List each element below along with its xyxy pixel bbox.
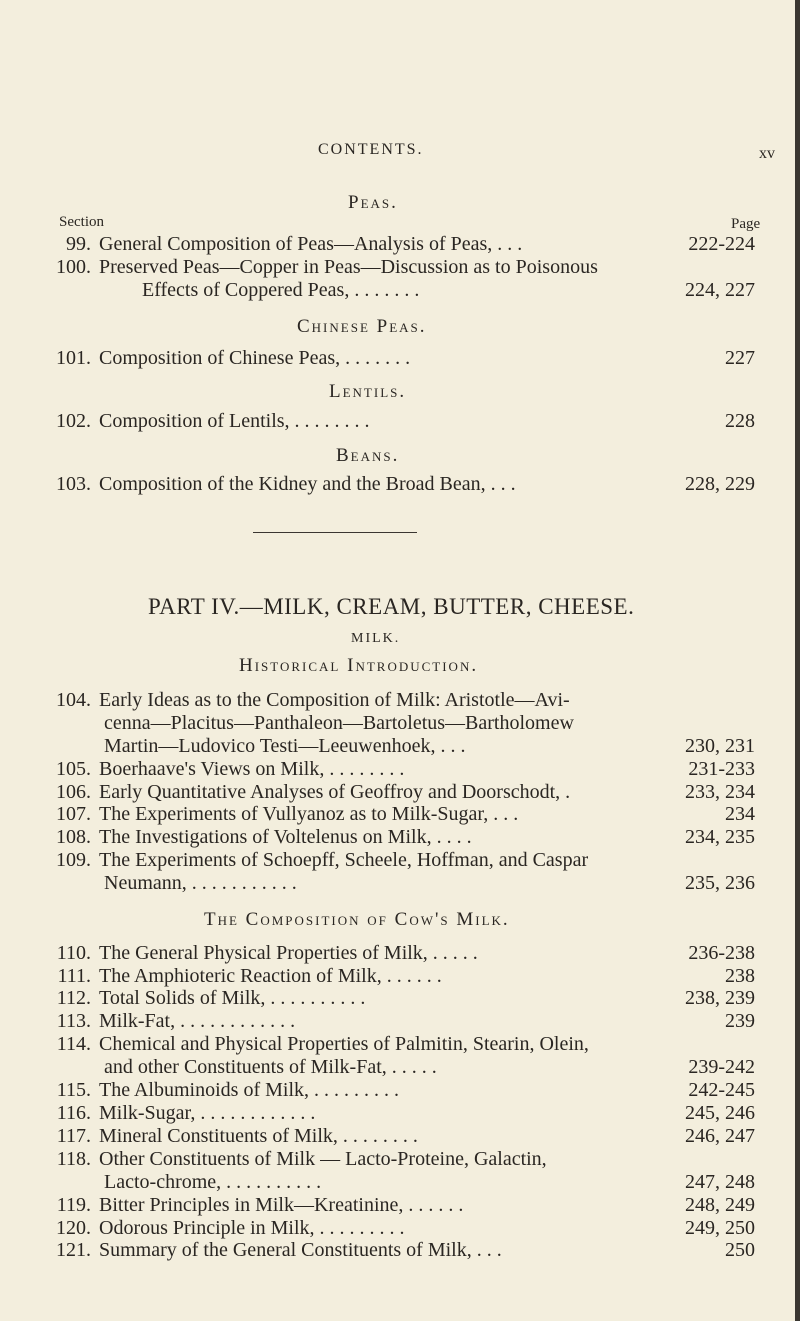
- entry-text: Odorous Principle in Milk, . . . . . . . . .: [99, 1217, 405, 1239]
- entry-pages: 249, 250: [685, 1217, 755, 1239]
- entry-text: The Investigations of Voltelenus on Milk, . . . .: [99, 826, 472, 848]
- entry-number: 109.: [56, 849, 91, 871]
- entry-text: The General Physical Properties of Milk, . . . . .: [99, 942, 478, 964]
- entry-number: 120.: [56, 1217, 91, 1239]
- entry-text: Boerhaave's Views on Milk, . . . . . . . .: [99, 758, 405, 780]
- entry-number: 103.: [56, 473, 91, 495]
- toc-entry-121[interactable]: [45, 1239, 755, 1263]
- section-heading-lentils: Lentils.: [329, 381, 407, 402]
- entry-pages: 246, 247: [685, 1125, 755, 1147]
- entry-pages: 231-233: [688, 758, 755, 780]
- section-column-label: Section: [59, 214, 104, 230]
- entry-pages: 239: [725, 1010, 755, 1032]
- entry-pages: 230, 231: [685, 735, 755, 757]
- entry-number: 116.: [56, 1102, 91, 1124]
- entry-number: 119.: [56, 1194, 91, 1216]
- entry-number: 110.: [56, 942, 91, 964]
- section-heading-peas: Peas.: [348, 192, 398, 213]
- entry-number: 105.: [56, 758, 91, 780]
- toc-entry-100[interactable]: [45, 256, 755, 304]
- toc-entry-111[interactable]: [45, 965, 755, 989]
- toc-entry-118[interactable]: [45, 1148, 755, 1196]
- entry-text: Chemical and Physical Properties of Palmitin, Stearin, Olein,: [99, 1033, 589, 1055]
- entry-text: Milk-Sugar, . . . . . . . . . . . .: [99, 1102, 316, 1124]
- page-edge: [795, 0, 800, 1321]
- toc-entry-108[interactable]: [45, 826, 755, 850]
- entry-text: Other Constituents of Milk — Lacto-Proteine, Galactin,: [99, 1148, 547, 1170]
- entry-number: 100.: [56, 256, 91, 278]
- entry-number: 106.: [56, 781, 91, 803]
- entry-number: 102.: [56, 410, 91, 432]
- section-heading-chinese-peas: Chinese Peas.: [297, 316, 427, 337]
- section-divider: [253, 532, 417, 533]
- entry-pages: 238: [725, 965, 755, 987]
- entry-text: The Experiments of Schoepff, Scheele, Hoffman, and Caspar: [99, 849, 589, 871]
- entry-number: 108.: [56, 826, 91, 848]
- entry-text: Total Solids of Milk, . . . . . . . . . .: [99, 987, 366, 1009]
- entry-number: 114.: [56, 1033, 91, 1055]
- part-title: PART IV.—MILK, CREAM, BUTTER, CHEESE.: [148, 594, 635, 619]
- entry-text: Composition of the Kidney and the Broad Bean, . . .: [99, 473, 516, 495]
- entry-pages: 234, 235: [685, 826, 755, 848]
- toc-entry-119[interactable]: [45, 1194, 755, 1218]
- entry-text-continued: cenna—Placitus—Panthaleon—Bartoletus—Bartholomew: [104, 712, 574, 734]
- entry-pages: 238, 239: [685, 987, 755, 1009]
- entry-text-continued: Neumann, . . . . . . . . . . .: [104, 872, 297, 894]
- entry-text: The Albuminoids of Milk, . . . . . . . . .: [99, 1079, 399, 1101]
- entry-text: Bitter Principles in Milk—Kreatinine, . . . . . .: [99, 1194, 464, 1216]
- toc-entry-117[interactable]: [45, 1125, 755, 1149]
- entry-pages: 233, 234: [685, 781, 755, 803]
- entry-text: Mineral Constituents of Milk, . . . . . . . .: [99, 1125, 418, 1147]
- entry-number: 101.: [56, 347, 91, 369]
- entry-pages: 248, 249: [685, 1194, 755, 1216]
- entry-text: Composition of Lentils, . . . . . . . .: [99, 410, 370, 432]
- toc-entry-120[interactable]: [45, 1217, 755, 1241]
- entry-pages: 242-245: [688, 1079, 755, 1101]
- toc-entry-102[interactable]: [45, 410, 755, 434]
- toc-entry-112[interactable]: [45, 987, 755, 1011]
- toc-entry-114[interactable]: [45, 1033, 755, 1081]
- toc-entry-101[interactable]: [45, 347, 755, 371]
- entry-pages: 239-242: [688, 1056, 755, 1078]
- toc-entry-105[interactable]: [45, 758, 755, 782]
- toc-entry-113[interactable]: [45, 1010, 755, 1034]
- entry-pages: 247, 248: [685, 1171, 755, 1193]
- toc-entry-115[interactable]: [45, 1079, 755, 1103]
- entry-text: The Experiments of Vullyanoz as to Milk-Sugar, . . .: [99, 803, 519, 825]
- entry-text: The Amphioteric Reaction of Milk, . . . . . .: [99, 965, 442, 987]
- entry-pages: 222-224: [688, 233, 755, 255]
- toc-entry-110[interactable]: [45, 942, 755, 966]
- entry-number: 104.: [56, 689, 91, 711]
- entry-text-continued: Effects of Coppered Peas, . . . . . . .: [142, 279, 420, 301]
- entry-number: 112.: [56, 987, 91, 1009]
- running-title: CONTENTS.: [318, 141, 424, 158]
- entry-text: Milk-Fat, . . . . . . . . . . . .: [99, 1010, 296, 1032]
- entry-pages: 250: [725, 1239, 755, 1261]
- page-column-label: Page: [731, 216, 761, 232]
- entry-number: 118.: [56, 1148, 91, 1170]
- entry-pages: 236-238: [688, 942, 755, 964]
- toc-entry-104[interactable]: [45, 689, 755, 761]
- toc-entry-116[interactable]: [45, 1102, 755, 1126]
- toc-entry-109[interactable]: [45, 849, 755, 897]
- entry-number: 121.: [56, 1239, 91, 1261]
- section-heading-historical: Historical Introduction.: [239, 655, 479, 676]
- entry-text: Early Ideas as to the Composition of Milk: Aristotle—Avi-: [99, 689, 570, 711]
- page-folio: xv: [759, 145, 775, 162]
- entry-pages: 234: [725, 803, 755, 825]
- entry-text-continued: and other Constituents of Milk-Fat, . . . . .: [104, 1056, 437, 1078]
- entry-text-continued: Martin—Ludovico Testi—Leeuwenhoek, . . .: [104, 735, 466, 757]
- entry-number: 111.: [57, 965, 91, 987]
- entry-pages: 245, 246: [685, 1102, 755, 1124]
- section-heading-beans: Beans.: [336, 445, 400, 466]
- entry-number: 99.: [66, 233, 91, 255]
- toc-entry-103[interactable]: [45, 473, 755, 497]
- section-heading-cows-milk: The Composition of Cow's Milk.: [204, 909, 510, 930]
- entry-text: Early Quantitative Analyses of Geoffroy and Doorschodt, .: [99, 781, 571, 803]
- toc-entry-106[interactable]: [45, 781, 755, 805]
- subhead-milk: MILK.: [351, 631, 401, 646]
- entry-text: Preserved Peas—Copper in Peas—Discussion as to Poisonous: [99, 256, 598, 278]
- entry-number: 107.: [56, 803, 91, 825]
- entry-pages: 227: [725, 347, 755, 369]
- entry-pages: 228, 229: [685, 473, 755, 495]
- toc-entry-99[interactable]: [45, 233, 755, 257]
- entry-number: 117.: [56, 1125, 91, 1147]
- entry-text: General Composition of Peas—Analysis of Peas, . . .: [99, 233, 523, 255]
- entry-pages: 228: [725, 410, 755, 432]
- entry-text-continued: Lacto-chrome, . . . . . . . . . .: [104, 1171, 322, 1193]
- entry-text: Composition of Chinese Peas, . . . . . . .: [99, 347, 411, 369]
- entry-text: Summary of the General Constituents of Milk, . . .: [99, 1239, 502, 1261]
- entry-number: 113.: [56, 1010, 91, 1032]
- entry-pages: 235, 236: [685, 872, 755, 894]
- entry-number: 115.: [56, 1079, 91, 1101]
- toc-entry-107[interactable]: [45, 803, 755, 827]
- entry-pages: 224, 227: [685, 279, 755, 301]
